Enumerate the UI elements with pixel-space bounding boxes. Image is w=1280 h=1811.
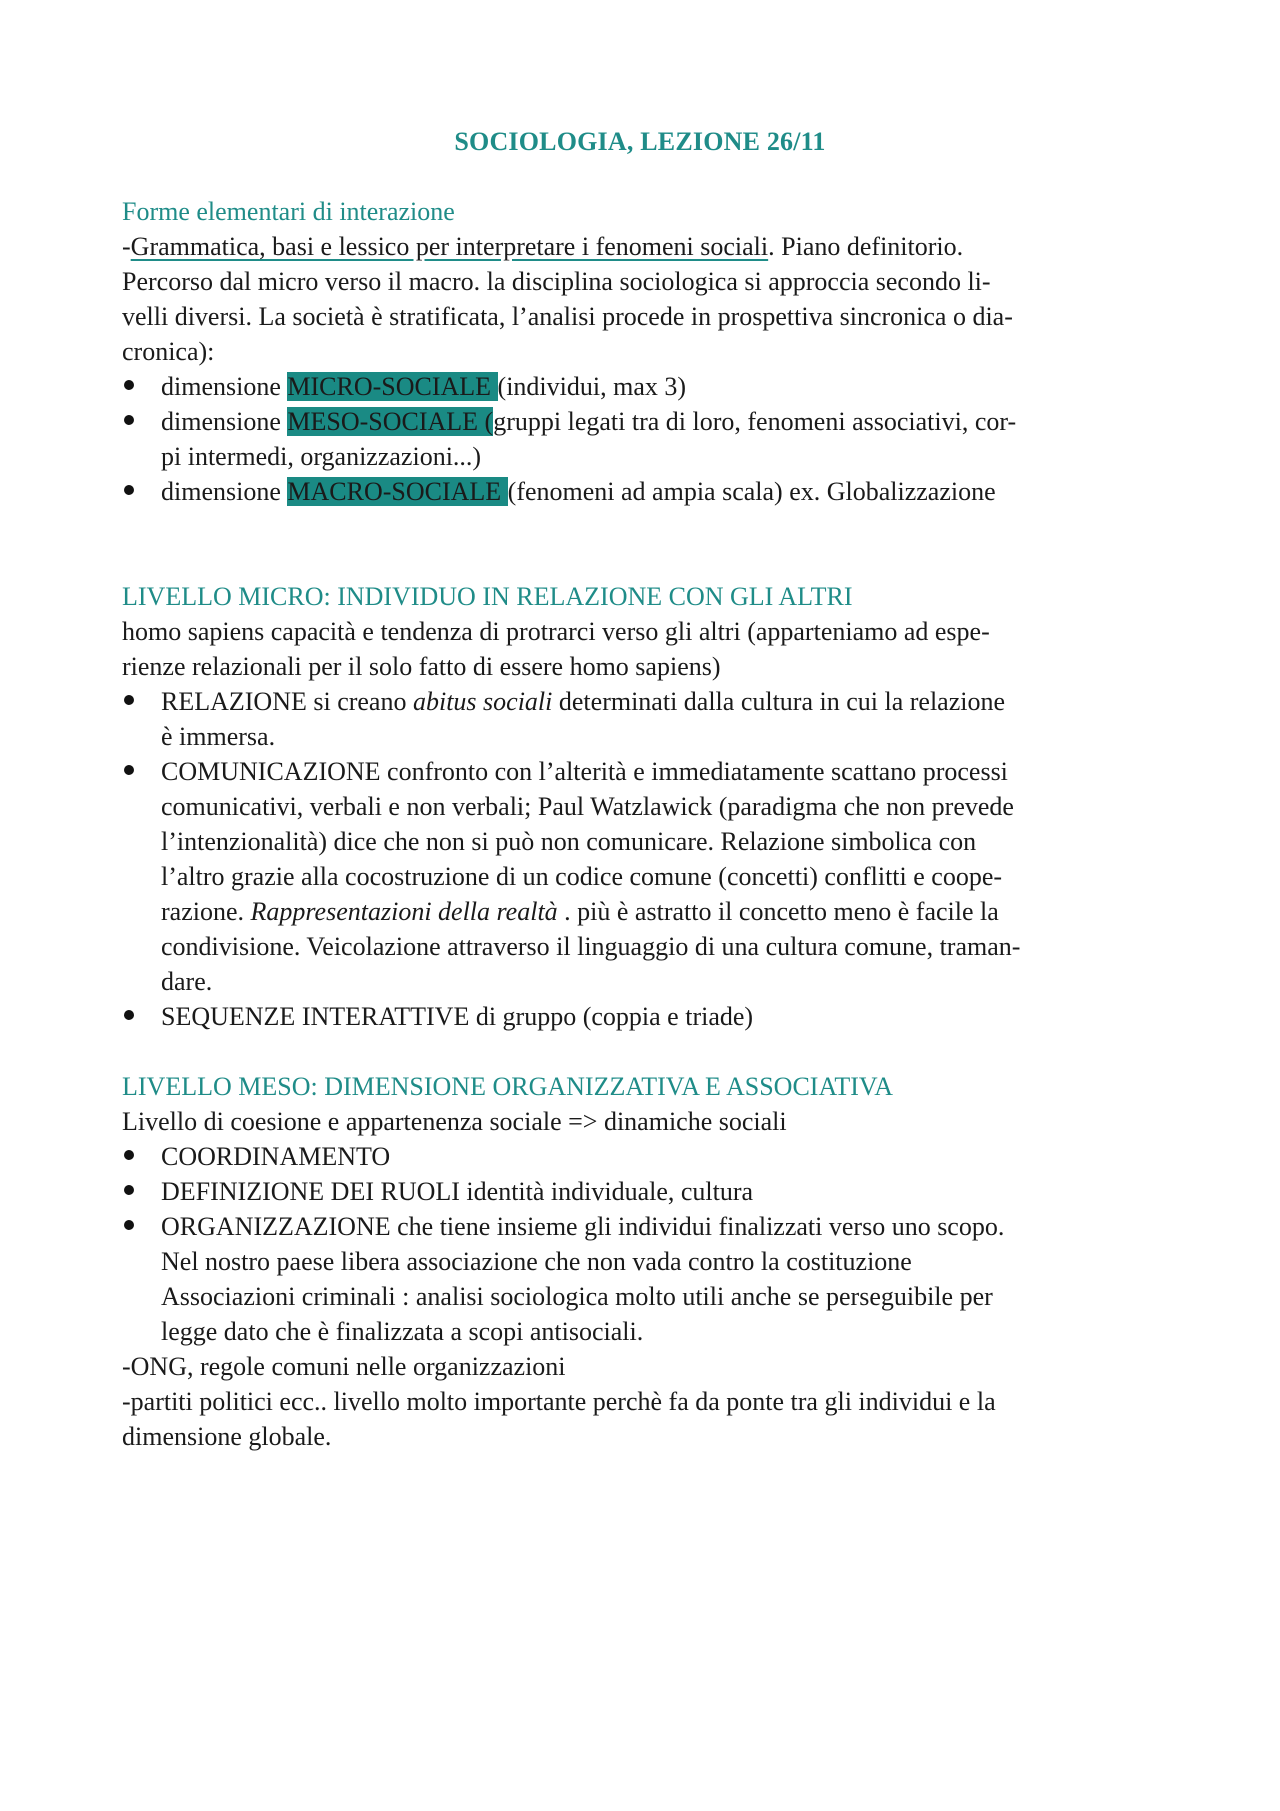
paragraph-line — [122, 229, 963, 264]
list-item — [161, 369, 686, 404]
list-item-continuation: l’intenzionalità) dice che non si può non comunicare. Relazione simbolica con — [161, 827, 977, 856]
list-item-continuation: legge dato che è finalizzata a scopi antisociali. — [161, 1317, 644, 1346]
bullet-icon — [122, 1185, 136, 1199]
text-span: . Piano definitorio. — [768, 232, 964, 261]
list-item — [161, 684, 1005, 719]
text-span: dimensione — [161, 407, 288, 436]
bullet-icon — [122, 380, 136, 394]
list-item: SEQUENZE INTERATTIVE di gruppo (coppia e triade) — [161, 1002, 754, 1031]
list-item-continuation — [161, 894, 999, 929]
paragraph-line: dimensione globale. — [122, 1422, 332, 1451]
paragraph-line: Livello di coesione e appartenenza sociale => dinamiche sociali — [122, 1107, 787, 1136]
paragraph-line: cronica): — [122, 337, 215, 366]
list-item — [161, 404, 1016, 439]
text-span: dimensione — [161, 372, 288, 401]
paragraph-line: velli diversi. La società è stratificata, l’analisi procede in prospettiva sincronica o dia- — [122, 302, 1013, 331]
text-span: razione. — [161, 897, 251, 926]
list-item-continuation: comunicativi, verbali e non verbali; Paul Watzlawick (paradigma che non prevede — [161, 792, 1014, 821]
highlighted-text: MACRO-SOCIALE — [287, 477, 508, 506]
underlined-text: Grammatica, basi e lessico per interpretare i fenomeni sociali — [130, 232, 769, 261]
italic-text: abitus sociali — [412, 687, 553, 716]
text-span: RELAZIONE si creano — [161, 687, 413, 716]
bullet-icon — [122, 1150, 136, 1164]
list-item: DEFINIZIONE DEI RUOLI identità individuale, cultura — [161, 1177, 754, 1206]
page-title: SOCIOLOGIA, LEZIONE 26/11 — [454, 127, 826, 156]
highlighted-text: MICRO-SOCIALE — [287, 372, 498, 401]
list-item-continuation: dare. — [161, 967, 213, 996]
bullet-icon — [122, 695, 136, 709]
paragraph-line: -partiti politici ecc.. livello molto importante perchè fa da ponte tra gli individui e la — [122, 1387, 996, 1416]
paragraph-line: Percorso dal micro verso il macro. la disciplina sociologica si approccia secondo li- — [122, 267, 991, 296]
bullet-icon — [122, 485, 136, 499]
bullet-icon — [122, 1010, 136, 1024]
list-item — [161, 474, 996, 509]
highlighted-text: MESO-SOCIALE ( — [287, 407, 494, 436]
list-item: ORGANIZZAZIONE che tiene insieme gli individui finalizzati verso uno scopo. — [161, 1212, 1005, 1241]
list-item-continuation: Nel nostro paese libera associazione che non vada contro la costituzione — [161, 1247, 912, 1276]
list-item-continuation: l’altro grazie alla cocostruzione di un codice comune (concetti) conflitti e coope- — [161, 862, 1003, 891]
text-span: gruppi legati tra di loro, fenomeni associativi, cor- — [493, 407, 1017, 436]
text-span: . più è astratto il concetto meno è facile la — [557, 897, 999, 926]
list-item-continuation: pi intermedi, organizzazioni...) — [161, 442, 482, 471]
bullet-icon — [122, 765, 136, 779]
section-heading-micro: LIVELLO MICRO: INDIVIDUO IN RELAZIONE CON GLI ALTRI — [122, 582, 853, 611]
paragraph-line: homo sapiens capacità e tendenza di protrarci verso gli altri (apparteniamo ad espe- — [122, 617, 990, 646]
bullet-icon — [122, 1220, 136, 1234]
text-span: (fenomeni ad ampia scala) ex. Globalizzazione — [507, 477, 996, 506]
list-item: COORDINAMENTO — [161, 1142, 391, 1171]
italic-text: Rappresentazioni della realtà — [250, 897, 558, 926]
paragraph-line: rienze relazionali per il solo fatto di essere homo sapiens) — [122, 652, 721, 681]
list-item-continuation: condivisione. Veicolazione attraverso il linguaggio di una cultura comune, traman- — [161, 932, 1021, 961]
bullet-icon — [122, 415, 136, 429]
section-heading-meso: LIVELLO MESO: DIMENSIONE ORGANIZZATIVA E ASSOCIATIVA — [122, 1072, 894, 1101]
dash: - — [122, 232, 131, 261]
list-item-continuation: è immersa. — [161, 722, 276, 751]
paragraph-line: -ONG, regole comuni nelle organizzazioni — [122, 1352, 566, 1381]
text-span: (individui, max 3) — [497, 372, 687, 401]
list-item-continuation: Associazioni criminali : analisi sociologica molto utili anche se perseguibile per — [161, 1282, 993, 1311]
text-span: determinati dalla cultura in cui la relazione — [552, 687, 1006, 716]
text-span: dimensione — [161, 477, 288, 506]
list-item: COMUNICAZIONE confronto con l’alterità e immediatamente scattano processi — [161, 757, 1008, 786]
section-heading-forme: Forme elementari di interazione — [122, 197, 455, 226]
